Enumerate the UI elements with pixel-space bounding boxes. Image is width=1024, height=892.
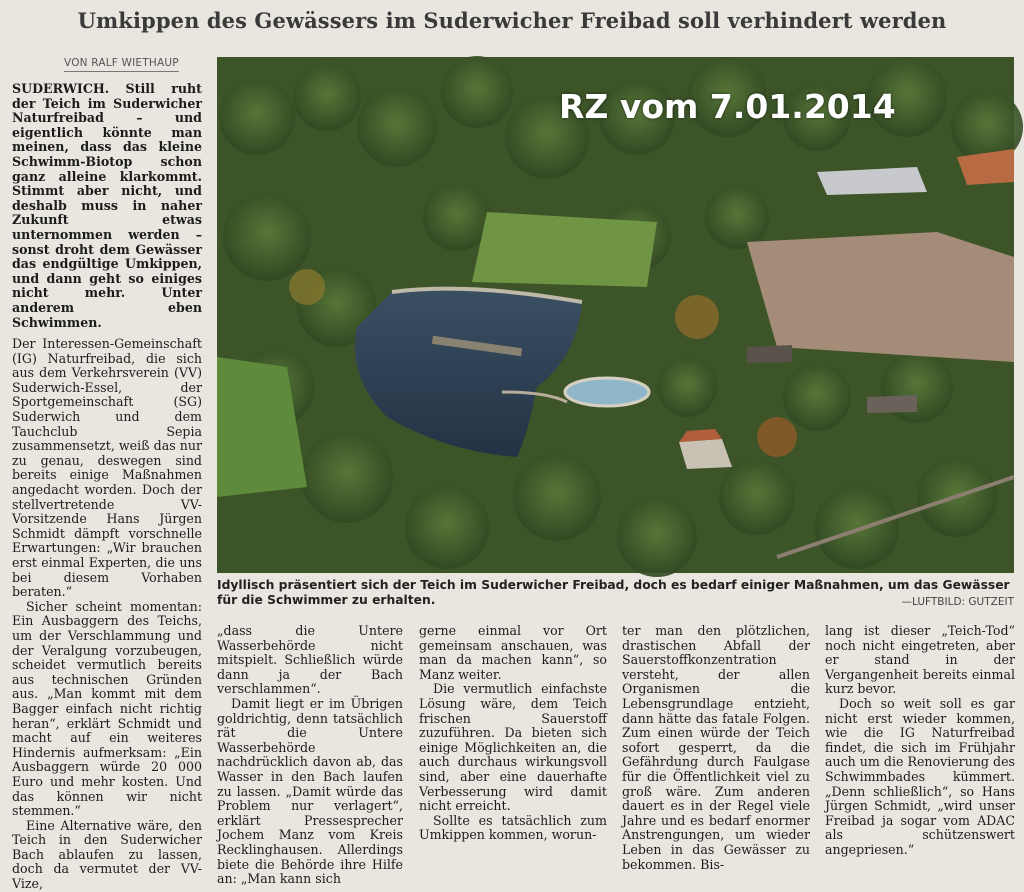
dateline: SUDERWICH. [12, 81, 110, 96]
article-column-3 [419, 624, 607, 848]
date-stamp: RZ vom 7.01.2014 [559, 87, 896, 126]
paragraph: Sicher scheint momentan: Ein Ausbaggern des Teichs, um der Verschlammung und der Veralgung vorzubeugen, scheidet vermutlich bereits aus technischen Gründen aus. „Man kommt mit dem Bagger einfach nicht richtig heran“, erklärt Schmidt und macht auf ein weiteres Hindernis aufmerksam: „Ein Ausbaggern würde 20 000 Euro und mehr kosten. Und das können wir nicht stemmen.“ [12, 598, 202, 819]
lead-text: Still ruht der Teich im Suderwicher Naturfreibad – und eigentlich könnte man meinen, dass das kleine Schwimm-Biotop schon ganz alleine klarkommt. Stimmt aber nicht, und deshalb muss in naher Zukunft etwas unternommen werden – sonst droht dem Gewässer das endgültige Umkippen, und dann geht so einiges nicht mehr. Unter anderem eben Schwimmen. [12, 81, 202, 330]
paragraph: Eine Alternative wäre, den Teich in den Suderwicher Bach ablaufen zu lassen, doch da vermutet der VV-Vize, [12, 817, 202, 892]
paragraph: gerne einmal vor Ort gemeinsam anschauen, was man da machen kann“, so Manz weiter. [419, 623, 607, 682]
article-column-1 [12, 81, 202, 892]
paragraph: Sollte es tatsächlich zum Umkippen kommen, worun- [419, 812, 607, 843]
paragraph: Damit liegt er im Übrigen goldrichtig, denn tatsächlich rät die Untere Wasserbehörde nachdrücklich davon ab, das Wasser in den Bach laufen zu lassen. „Damit würde das Problem nur verlagert“, erklärt Pressesprecher Jochem Manz vom Kreis Recklinghausen. Allerdings biete die Behörde ihre Hilfe an: „Man kann sich [217, 695, 403, 887]
paragraph: lang ist dieser „Teich-Tod“ noch nicht eingetreten, aber er stand in der Vergangenheit bereits einmal kurz bevor. [825, 623, 1015, 697]
paragraph: Doch so weit soll es gar nicht erst wieder kommen, wie die IG Naturfreibad findet, die sich im Frühjahr auch um die Renovierung des Schwimmbades kümmert. „Denn schließlich“, so Hans Jürgen Schmidt, „wird unser Freibad ja sogar vom ADAC als schützenswert angepriesen.“ [825, 695, 1015, 857]
photo-credit: —LUFTBILD: GUTZEIT [901, 596, 1014, 608]
paragraph: „dass die Untere Wasserbehörde nicht mitspielt. Schließlich würde dann ja der Bach verschlammen“. [217, 623, 403, 697]
lead-paragraph [12, 82, 202, 330]
article-column-4 [622, 623, 810, 872]
headline: Umkippen des Gewässers im Suderwicher Freibad soll verhindert werden [77, 8, 947, 33]
paragraph: Der Interessen-Gemeinschaft (IG) Naturfreibad, die sich aus dem Verkehrsverein (VV) Suderwich-Essel, der Sportgemeinschaft (SG) Suderwich und dem Tauchclub Sepia zusammensetzt, weiß das nur zu genau, deswegen sind bereits einige Maßnahmen angedacht worden. Doch der stellvertretende VV-Vorsitzende Hans Jürgen Schmidt dämpft vorschnelle Erwartungen: „Wir brauchen erst einmal Experten, die uns bei diesem Vorhaben beraten.“ [12, 336, 202, 600]
photo-caption: Idyllisch präsentiert sich der Teich im Suderwicher Freibad, doch es bedarf einiger Maßnahmen, um das Gewässer für die Schwimmer zu erhalten. [217, 578, 1010, 607]
article-column-2 [217, 623, 403, 887]
aerial-photo-illustration [217, 57, 1014, 573]
paragraph: Die vermutlich einfachste Lösung wäre, dem Teich frischen Sauerstoff zuzuführen. Da bieten sich einige Möglichkeiten an, die auch durchaus wirkungsvoll sind, aber eine dauerhafte Verbesserung wird damit nicht erreicht. [419, 681, 607, 814]
aerial-photo [217, 57, 1014, 573]
article-column-5 [825, 623, 1015, 857]
byline: VON RALF WIETHAUP [64, 57, 179, 72]
paragraph: ter man den plötzlichen, drastischen Abfall der Sauerstoffkonzentration versteht, der allen Organismen die Lebensgrundlage entzieht, dann hätte das fatale Folgen. Zum einen würde der Teich sofort gesperrt, da die Gefährdung durch Faulgase für die Öffentlichkeit viel zu groß wäre. Zum anderen dauert es in der Regel viele Jahre und es bedarf enormer Anstrengungen, um wieder Leben in das Gewässer zu bekommen. Bis- [622, 623, 810, 872]
